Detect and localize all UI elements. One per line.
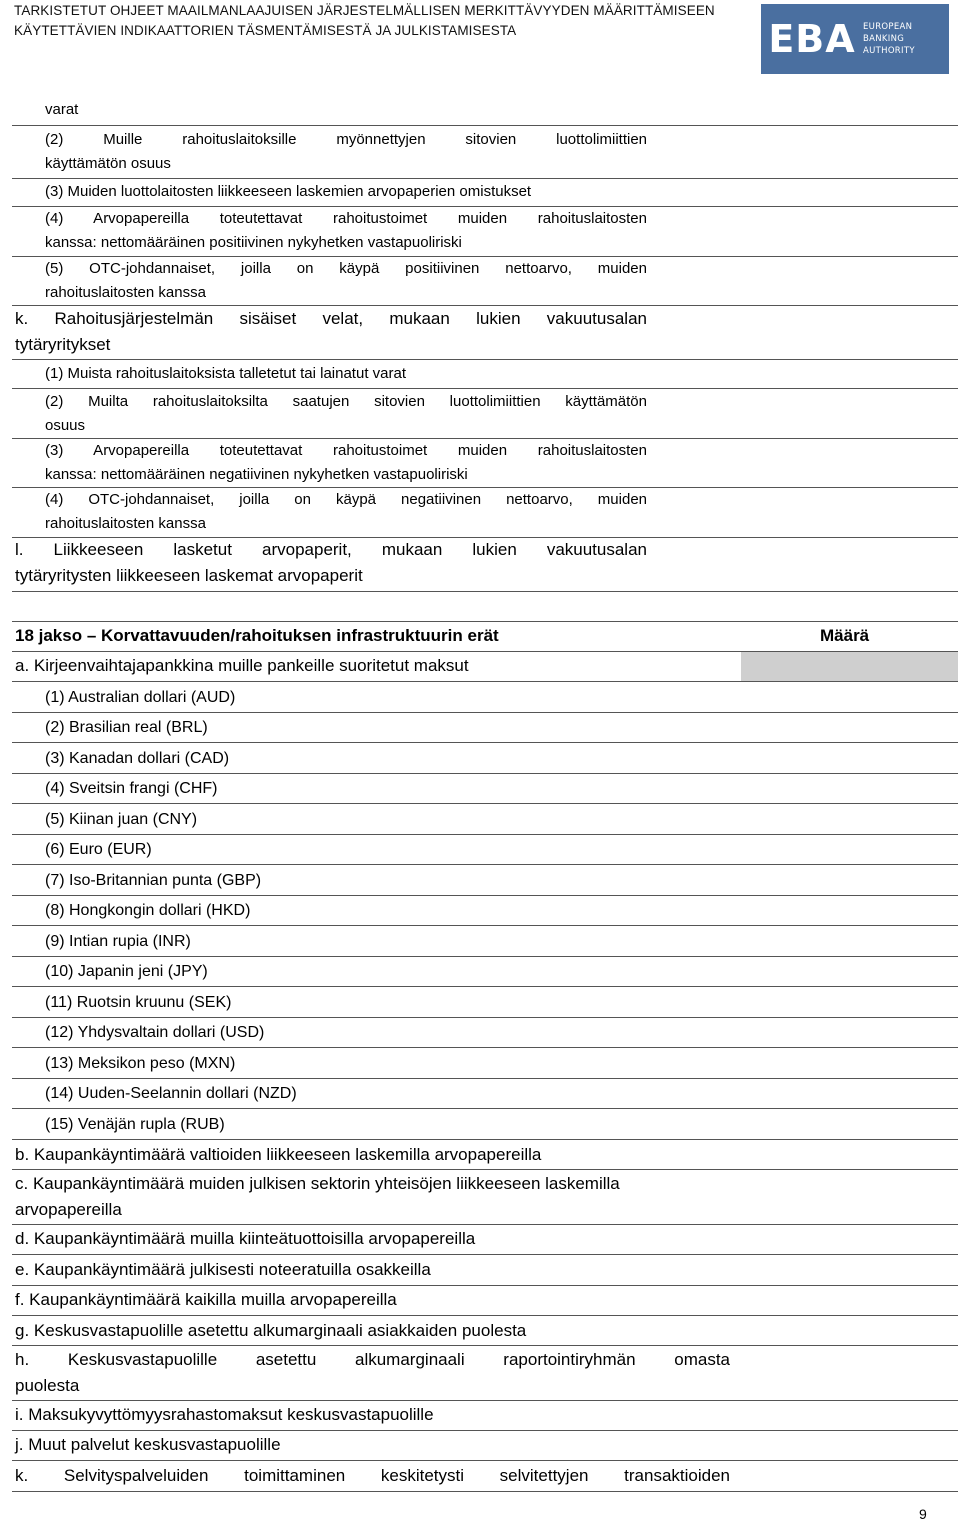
- row-divider: [12, 1108, 958, 1109]
- row-d: d. Kaupankäyntimäärä muilla kiinteätuottoisilla arvopapereilla: [15, 1229, 476, 1248]
- currency-row: (14) Uuden-Seelannin dollari (NZD): [45, 1085, 297, 1102]
- currency-row: (10) Japanin jeni (JPY): [45, 963, 208, 980]
- row-k4-line-1: (4) OTC-johdannaiset, joilla on käypä negatiivinen nettoarvo, muiden: [45, 491, 647, 508]
- table-top-border: [12, 621, 958, 622]
- row-k1: (1) Muista rahoituslaitoksista talletetut tai lainatut varat: [45, 365, 407, 382]
- row-k2-line-1: (2) Muilta rahoituslaitoksilta saatujen sitovien luottolimiittien käyttämätön: [45, 393, 647, 410]
- row-b: b. Kaupankäyntimäärä valtioiden liikkeeseen laskemilla arvopapereilla: [15, 1145, 542, 1164]
- currency-row: (13) Meksikon peso (MXN): [45, 1055, 236, 1072]
- row-2-line-2: käyttämätön osuus: [45, 155, 171, 172]
- row-divider: [12, 359, 958, 360]
- row-divider: [12, 1017, 958, 1018]
- row-h-line-1: h. Keskusvastapuolille asetettu alkumarginaali raportointiryhmän omasta: [15, 1350, 730, 1369]
- row-divider: [12, 1285, 958, 1286]
- currency-row: (7) Iso-Britannian punta (GBP): [45, 872, 262, 889]
- amount-cell-shaded: [741, 652, 958, 681]
- row-g: g. Keskusvastapuolille asetettu alkumarginaali asiakkaiden puolesta: [15, 1321, 527, 1340]
- amount-column-header: Määrä: [820, 626, 870, 645]
- currency-row: (11) Ruotsin kruunu (SEK): [45, 994, 232, 1011]
- currency-row: (15) Venäjän rupla (RUB): [45, 1116, 225, 1133]
- row-divider: [12, 773, 958, 774]
- row-divider: [12, 305, 958, 306]
- row-divider: [12, 986, 958, 987]
- currency-row: (8) Hongkongin dollari (HKD): [45, 902, 251, 919]
- row-k3-line-1: (3) Arvopapereilla toteutettavat rahoitustoimet muiden rahoituslaitosten: [45, 442, 647, 459]
- row-c-line-1: c. Kaupankäyntimäärä muiden julkisen sektorin yhteisöjen liikkeeseen laskemilla: [15, 1174, 620, 1193]
- page-number: 9: [919, 1506, 927, 1522]
- row-h-line-2: puolesta: [15, 1376, 80, 1395]
- header-line-2: KÄYTETTÄVIEN INDIKAATTORIEN TÄSMENTÄMISESTÄ JA JULKISTAMISESTA: [14, 23, 517, 38]
- row-divider: [12, 803, 958, 804]
- row-c-line-2: arvopapereilla: [15, 1200, 122, 1219]
- row-varat: varat: [45, 101, 79, 118]
- row-divider: [12, 1345, 958, 1346]
- row-5-line-2: rahoituslaitosten kanssa: [45, 284, 206, 301]
- row-i: i. Maksukyvyttömyysrahastomaksut keskusvastapuolille: [15, 1405, 434, 1424]
- eba-logo: [761, 4, 949, 74]
- row-divider: [12, 178, 958, 179]
- row-divider: [12, 1169, 958, 1170]
- row-divider: [12, 1139, 958, 1140]
- row-k-line-2: tytäryritykset: [15, 335, 111, 354]
- row-j: j. Muut palvelut keskusvastapuolille: [15, 1435, 281, 1454]
- row-divider: [12, 864, 958, 865]
- row-4-line-2: kanssa: nettomääräinen positiivinen nykyhetken vastapuoliriski: [45, 234, 462, 251]
- currency-row: (12) Yhdysvaltain dollari (USD): [45, 1024, 265, 1041]
- eba-logo-text: EUROPEAN BANKING AUTHORITY: [863, 22, 915, 56]
- currency-row: (4) Sveitsin frangi (CHF): [45, 780, 218, 797]
- row-k2-line-2: osuus: [45, 417, 86, 434]
- row-k3-line-2: kanssa: nettomääräinen negatiivinen nykyhetken vastapuoliriski: [45, 466, 468, 483]
- row-divider: [12, 1460, 958, 1461]
- row-divider: [12, 1224, 958, 1225]
- row-divider: [12, 742, 958, 743]
- row-divider: [12, 681, 958, 682]
- row-a: a. Kirjeenvaihtajapankkina muille pankeille suoritetut maksut: [15, 656, 469, 675]
- row-l-line-1: l. Liikkeeseen lasketut arvopaperit, mukaan lukien vakuutusalan: [15, 540, 647, 559]
- currency-row: (2) Brasilian real (BRL): [45, 719, 208, 736]
- row-f: f. Kaupankäyntimäärä kaikilla muilla arvopapereilla: [15, 1290, 397, 1309]
- row-divider: [12, 1078, 958, 1079]
- row-k4-line-2: rahoituslaitosten kanssa: [45, 515, 206, 532]
- currency-row: (9) Intian rupia (INR): [45, 933, 191, 950]
- row-e: e. Kaupankäyntimäärä julkisesti noteeratuilla osakkeilla: [15, 1260, 431, 1279]
- row-divider: [12, 591, 958, 592]
- document-header: [14, 0, 714, 41]
- row-divider: [12, 834, 958, 835]
- currency-row: (1) Australian dollari (AUD): [45, 689, 236, 706]
- row-divider: [12, 712, 958, 713]
- header-line-1: TARKISTETUT OHJEET MAAILMANLAAJUISEN JÄRJESTELMÄLLISEN MERKITTÄVYYDEN MÄÄRITTÄMISEEN: [14, 3, 715, 18]
- eba-logo-letters: EBA: [768, 17, 856, 61]
- row-divider: [12, 956, 958, 957]
- currency-row: (6) Euro (EUR): [45, 841, 152, 858]
- row-divider: [12, 125, 958, 126]
- row-divider: [12, 925, 958, 926]
- section-18-title: 18 jakso – Korvattavuuden/rahoituksen infrastruktuurin erät: [15, 626, 499, 645]
- row-divider: [12, 1047, 958, 1048]
- row-divider: [12, 1400, 958, 1401]
- currency-row: (3) Kanadan dollari (CAD): [45, 750, 230, 767]
- row-2-line-1: (2) Muille rahoituslaitoksille myönnettyjen sitovien luottolimiittien: [45, 131, 647, 148]
- row-l-line-2: tytäryritysten liikkeeseen laskemat arvopaperit: [15, 566, 363, 585]
- row-3: (3) Muiden luottolaitosten liikkeeseen laskemien arvopaperien omistukset: [45, 183, 532, 200]
- row-divider: [12, 895, 958, 896]
- row-k: k. Selvityspalveluiden toimittaminen keskitetysti selvitettyjen transaktioiden: [15, 1466, 730, 1485]
- row-divider: [12, 388, 958, 389]
- row-divider: [12, 1430, 958, 1431]
- row-divider: [12, 1254, 958, 1255]
- table-bottom-border: [12, 1491, 958, 1492]
- row-divider: [12, 1315, 958, 1316]
- row-k-line-1: k. Rahoitusjärjestelmän sisäiset velat, mukaan lukien vakuutusalan: [15, 309, 647, 328]
- currency-row: (5) Kiinan juan (CNY): [45, 811, 198, 828]
- row-4-line-1: (4) Arvopapereilla toteutettavat rahoitustoimet muiden rahoituslaitosten: [45, 210, 647, 227]
- row-5-line-1: (5) OTC-johdannaiset, joilla on käypä positiivinen nettoarvo, muiden: [45, 260, 647, 277]
